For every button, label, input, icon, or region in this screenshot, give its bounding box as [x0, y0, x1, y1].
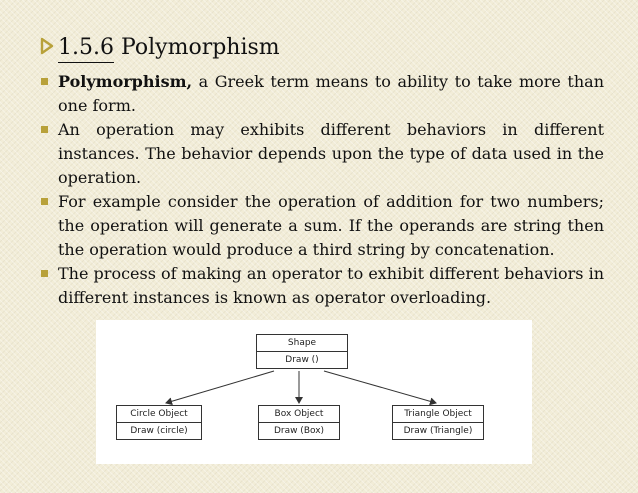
arrow-bullet-icon: [40, 36, 54, 56]
class-name: Box Object: [274, 409, 324, 419]
section-title: Polymorphism: [120, 35, 280, 60]
section-number: 1.5.6: [58, 34, 114, 63]
class-diagram: [96, 320, 532, 464]
bullet-item: [38, 262, 604, 310]
class-name: Shape: [287, 338, 317, 348]
bullet-item: [38, 118, 604, 190]
slide-title: [40, 34, 280, 63]
class-name: Triangle Object: [404, 409, 472, 419]
class-method: Draw (Box): [259, 422, 339, 439]
box-object-box: [258, 405, 340, 440]
bullet-text: The process of making an operator to exhibit different behaviors in different instances is known as operator overloading.: [58, 264, 604, 307]
connector-arrow: [324, 371, 436, 403]
connector-arrow: [166, 371, 274, 403]
bullet-item: [38, 70, 604, 118]
class-name: Circle Object: [130, 409, 188, 419]
class-method: Draw (Triangle): [393, 422, 483, 439]
bullet-emphasis: Polymorphism,: [58, 72, 193, 91]
shape-class-box: [256, 334, 348, 369]
bullet-list: [38, 70, 604, 310]
class-method: Draw (): [257, 351, 347, 368]
bullet-text: An operation may exhibits different behaviors in different instances. The behavior depends upon the type of data used in the operation.: [58, 120, 604, 187]
circle-object-box: [116, 405, 202, 440]
square-bullet-icon: [41, 78, 48, 85]
triangle-object-box: [392, 405, 484, 440]
square-bullet-icon: [41, 126, 48, 133]
class-method: Draw (circle): [117, 422, 201, 439]
square-bullet-icon: [41, 270, 48, 277]
square-bullet-icon: [41, 198, 48, 205]
bullet-item: [38, 190, 604, 262]
bullet-text: For example consider the operation of addition for two numbers; the operation will generate a sum. If the operands are string then the operation would produce a third string by concatenation.: [58, 192, 604, 259]
bullet-text: a Greek term means to ability to take more than one form.: [58, 72, 604, 115]
